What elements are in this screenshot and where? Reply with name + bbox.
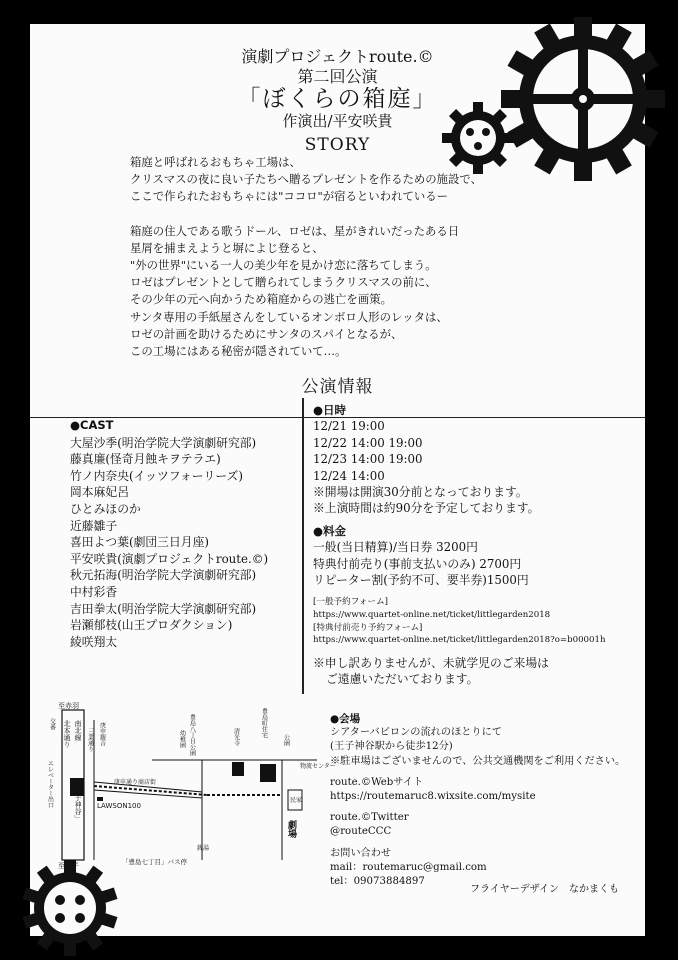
map-label-apartment: 豊島町住宅 <box>260 708 268 738</box>
designer-credit: フライヤーデザイン なかまくも <box>470 884 619 895</box>
map-label-theater: 劇場 <box>286 820 296 838</box>
map-label-lawson: LAWSON100 <box>97 802 141 810</box>
twitter-label: route.©Twitter <box>330 812 409 824</box>
general-booking-label: [一般予約フォーム] <box>313 597 389 608</box>
story-line: その少年の元へ向かうため箱庭からの逃亡を画策。 <box>130 292 392 307</box>
schedule-date: 12/21 19:00 <box>313 419 385 434</box>
map-label-oji: 至王子 <box>58 862 79 870</box>
web-label: route.©Webサイト <box>330 776 424 788</box>
spacer <box>313 647 606 655</box>
schedule-date: 12/24 14:00 <box>313 468 385 483</box>
venue-access: (王子神谷駅から徒歩12分) <box>330 741 453 753</box>
schedule-date: 12/23 14:00 19:00 <box>313 452 423 467</box>
spacer <box>313 588 606 596</box>
schedule-note: ※開場は開演30分前となっております。 <box>313 485 528 500</box>
price-item: リピーター割(予約不可、要半券)1500円 <box>313 573 529 588</box>
map-label-koban: 交番 <box>48 718 56 730</box>
story-line: クリスマスの夜に良い子たちへ贈るプレゼントを作るための施設で、 <box>130 172 482 187</box>
story-line: ロゼはプレゼントとして贈られてしまうクリスマスの前に、 <box>130 275 437 290</box>
web-link[interactable]: https://routemaruc8.wixsite.com/mysite <box>330 791 536 803</box>
story-line: 箱庭の住人である歌うドール、ロゼは、星がきれいだったある日 <box>130 223 460 238</box>
story-text <box>130 154 550 360</box>
cast-member: 平安咲貴(演劇プロジェクトroute.©) <box>70 551 269 566</box>
map-label-kannon: 庚申観音 <box>98 722 106 746</box>
story-line: ここで作られたおもちゃには"ココロ"が宿るといわれているー <box>130 189 449 204</box>
map-label-ojikamiya: 「王子神谷」 <box>74 780 82 822</box>
gear-bottom-icon <box>20 858 120 958</box>
schedule-date: 12/22 14:00 19:00 <box>313 435 423 450</box>
cast-member: 綾咲翔太 <box>70 634 118 649</box>
map-label-minka: 民家 <box>290 797 303 804</box>
cast-member: 中村彩香 <box>70 584 118 599</box>
spacer <box>330 804 625 811</box>
schedule-heading: ●日時 <box>313 403 347 417</box>
spacer <box>330 769 625 776</box>
contact-label: お問い合わせ <box>330 847 392 859</box>
cast-member: 岩瀬郁枝(山王プロダクション) <box>70 618 233 633</box>
story-line: ロゼの計画を助けるためにサンタのスパイとなるが、 <box>130 326 403 341</box>
map-apartment-marker <box>260 764 276 782</box>
column-divider <box>302 398 304 694</box>
organizer-name: 演劇プロジェクトroute.© <box>241 47 434 66</box>
spacer <box>330 840 625 847</box>
cast-member: ひとみほのか <box>70 501 141 516</box>
price-heading: ●料金 <box>313 523 347 538</box>
map-label-shokoji: 清光寺 <box>232 728 240 746</box>
cast-heading: ●CAST <box>70 418 114 432</box>
venue-parking: ※駐車場はございませんので、公共交通機関をご利用ください。 <box>330 755 626 767</box>
schedule-note: ※上演時間は約90分を予定しております。 <box>313 501 540 516</box>
map-temple-marker <box>232 762 244 776</box>
general-booking-link[interactable]: https://www.quartet-online.net/ticket/littlegarden2018 <box>313 610 551 621</box>
cast-member: 秋元拓海(明治学院大学演劇研究部) <box>70 568 257 583</box>
cast-member: 喜田よつ葉(劇団三日月座) <box>70 535 209 550</box>
map-label-akabane: 至赤羽 <box>58 702 79 710</box>
map-label-koen: 公園 <box>282 734 290 746</box>
contact-mail[interactable]: mail：routemaruc@gmail.com <box>330 861 487 873</box>
info-heading: 公演情報 <box>301 377 374 397</box>
cast-list <box>70 417 268 650</box>
venue-heading: ●会場 <box>330 713 361 725</box>
children-note-cont: ご遠慮いただいております。 <box>326 672 479 687</box>
map-label-shotengai: 庚申通り商店街 <box>114 779 157 786</box>
map-label-bussan: 物流センター <box>300 763 336 770</box>
special-booking-link[interactable]: https://www.quartet-online.net/ticket/littlegarden2018?o=b00001h <box>313 635 606 646</box>
story-line: サンタ専用の手紙屋さんをしているオンボロ人形のレッタは、 <box>130 309 448 324</box>
children-note: ※申し訳ありませんが、未就学児のご来場は <box>313 655 549 670</box>
story-line: "外の世界"にいる一人の美少年を見かけ恋に落ちてしまう。 <box>130 258 437 273</box>
cast-member: 吉田拳太(明治学院大学演劇研究部) <box>70 601 257 616</box>
map-label-sangyo: 三業通り <box>86 728 94 752</box>
cast-member: 竹ノ内奈央(イッツフォーリーズ) <box>70 468 243 483</box>
author-director: 作演出/平安咲貴 <box>282 112 393 130</box>
map-lawson-marker <box>97 797 103 801</box>
story-line: この工場にはある秘密が隠されていて…。 <box>130 344 347 359</box>
venue-name: シアターバビロンの流れのほとりにて <box>330 727 502 739</box>
story-heading: STORY <box>304 135 371 155</box>
performance-number: 第二回公演 <box>297 67 378 86</box>
venue-block <box>330 712 625 889</box>
story-gap <box>130 206 550 223</box>
map-label-elevator: エレベーター出口 <box>46 760 54 808</box>
map-label-park: 豊島八丁目公園 <box>188 714 196 756</box>
contact-tel[interactable]: tel：09073884897 <box>330 876 425 888</box>
price-item: 特典付前売り(事前支払いのみ) 2700円 <box>313 556 522 571</box>
map-label-kindergarten: 幼稚園 <box>178 730 186 748</box>
twitter-handle[interactable]: @routeCCC <box>330 826 392 838</box>
cast-member: 藤真廉(怪奇月蝕キヲテラエ) <box>70 452 221 467</box>
map-label-busstop: 「豊島七丁目」バス停 <box>122 858 187 866</box>
cast-member: 岡本麻妃呂 <box>70 485 129 500</box>
story-line: 星屑を捕まえようと塀によじ登ると、 <box>130 240 324 255</box>
map-label-sento: 銭湯 <box>197 845 210 852</box>
access-map <box>42 700 336 870</box>
map-label-nanboku: 南北線 <box>74 720 82 741</box>
special-booking-label: [特典付前売り予約フォーム] <box>313 622 423 633</box>
story-line: 箱庭と呼ばれるおもちゃ工場は、 <box>130 155 301 169</box>
cast-member: 近藤雛子 <box>70 518 118 533</box>
price-item: 一般(当日精算)/当日券 3200円 <box>313 540 478 555</box>
play-title: 「ぼくらの箱庭」 <box>237 86 438 112</box>
map-label-kitamoto: 北本通り <box>63 720 71 748</box>
schedule-block <box>313 402 606 688</box>
cast-member: 大屋沙季(明治学院大学演劇研究部) <box>70 435 257 450</box>
